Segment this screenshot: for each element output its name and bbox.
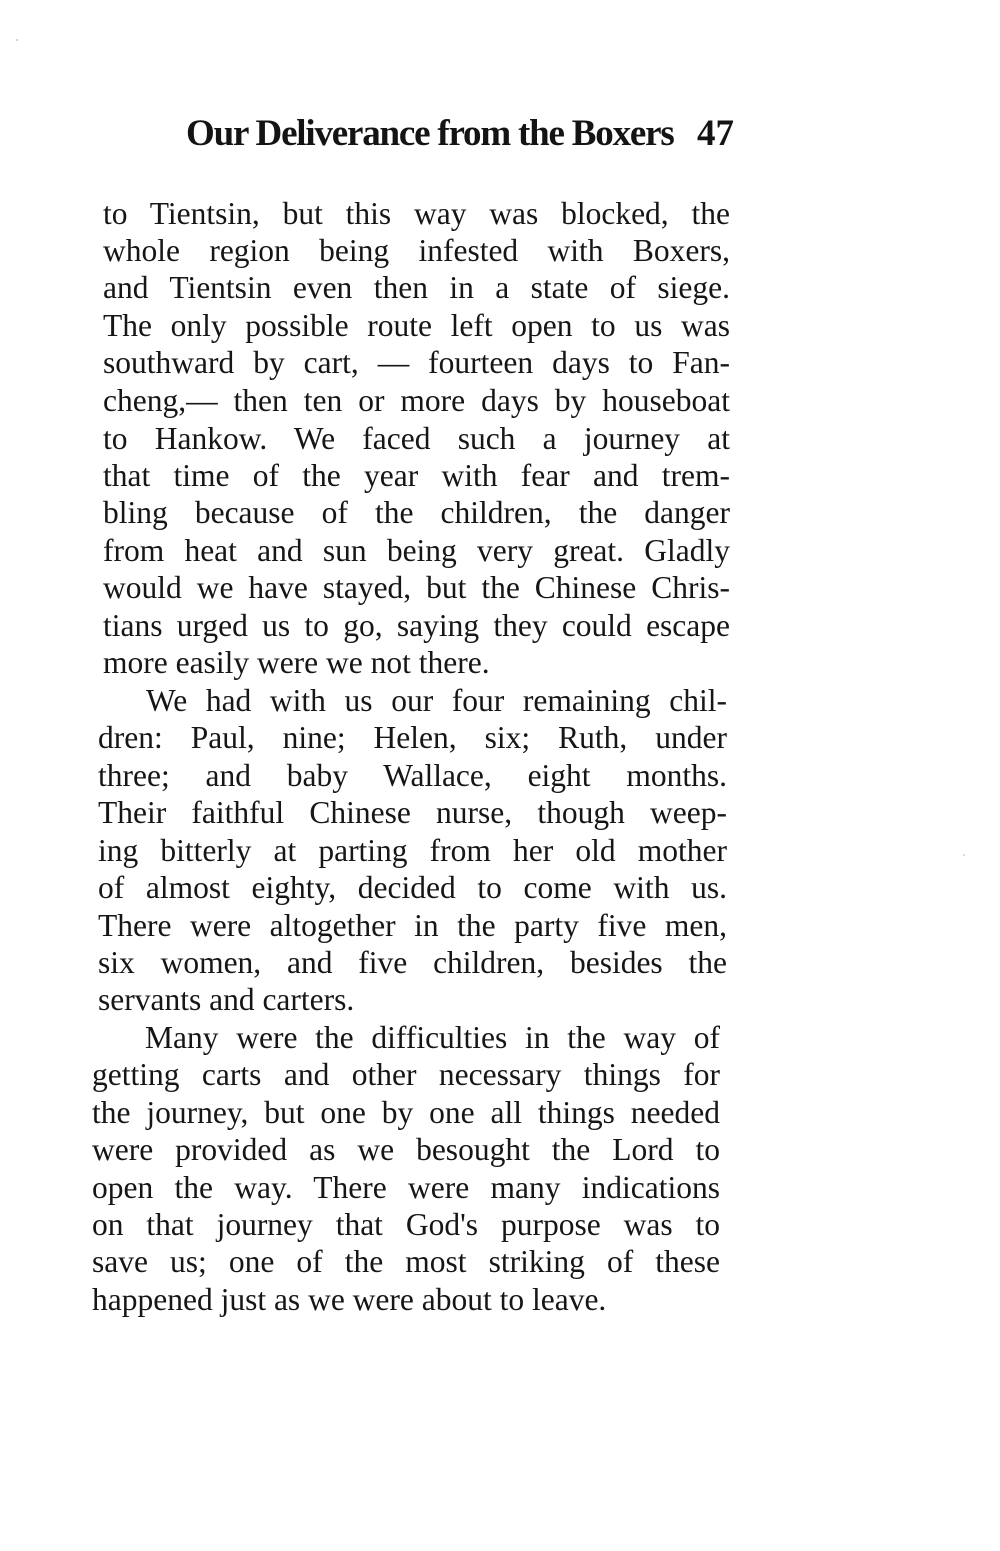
text-line: on that journey that God's purpose was to xyxy=(92,1207,720,1242)
text-line: whole region being infested with Boxers, xyxy=(103,233,730,268)
text-line: ing bitterly at parting from her old mother xyxy=(98,833,727,868)
page-number: 47 xyxy=(697,113,734,154)
text-line: There were altogether in the party five men, xyxy=(98,908,727,943)
scan-speck xyxy=(16,39,18,41)
text-line: open the way. There were many indications xyxy=(92,1170,720,1205)
text-line: tians urged us to go, saying they could escape xyxy=(103,608,730,643)
text-line: from heat and sun being very great. Gladly xyxy=(103,533,730,568)
text-line: would we have stayed, but the Chinese Chris- xyxy=(103,570,730,605)
text-line: three; and baby Wallace, eight months. xyxy=(98,758,727,793)
text-line: more easily were we not there. xyxy=(103,645,490,680)
running-title: Our Deliverance from the Boxers xyxy=(186,113,674,154)
text-line: that time of the year with fear and trem- xyxy=(103,458,730,493)
text-line: save us; one of the most striking of these xyxy=(92,1244,720,1279)
text-line: and Tientsin even then in a state of siege. xyxy=(103,270,730,305)
text-line: servants and carters. xyxy=(98,982,355,1017)
text-line: The only possible route left open to us was xyxy=(103,308,730,343)
text-line: getting carts and other necessary things for xyxy=(92,1057,720,1092)
text-line: happened just as we were about to leave. xyxy=(92,1282,607,1317)
text-line: cheng,— then ten or more days by houseboat xyxy=(103,383,730,418)
text-line: were provided as we besought the Lord to xyxy=(92,1132,720,1167)
text-line: six women, and five children, besides the xyxy=(98,945,727,980)
text-line: of almost eighty, decided to come with us. xyxy=(98,870,727,905)
text-line: dren: Paul, nine; Helen, six; Ruth, under xyxy=(98,720,727,755)
text-line: the journey, but one by one all things needed xyxy=(92,1095,720,1130)
text-line: to Hankow. We faced such a journey at xyxy=(103,421,730,456)
text-line: southward by cart, — fourteen days to Fan- xyxy=(103,345,730,380)
text-line: to Tientsin, but this way was blocked, the xyxy=(103,196,730,231)
scan-speck xyxy=(963,854,965,856)
text-line: We had with us our four remaining chil- xyxy=(146,683,727,718)
text-line: Many were the difficulties in the way of xyxy=(145,1020,720,1055)
text-line: bling because of the children, the danger xyxy=(103,495,730,530)
text-line: Their faithful Chinese nurse, though weep- xyxy=(98,795,727,830)
running-header xyxy=(186,112,734,162)
